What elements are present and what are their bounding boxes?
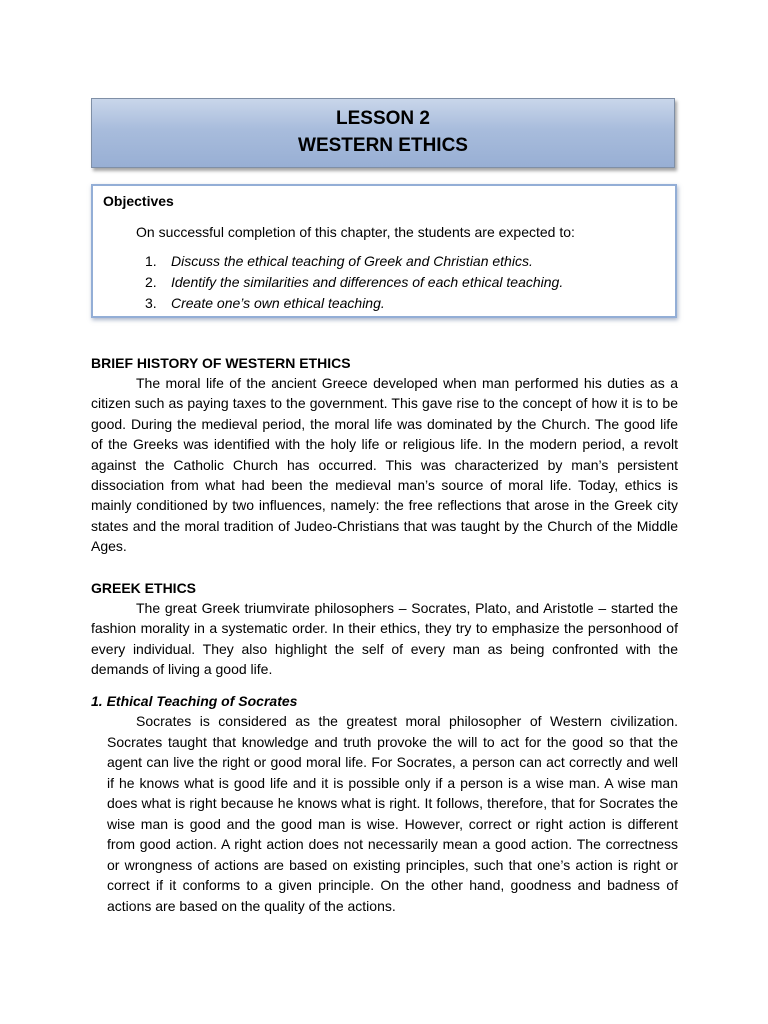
objectives-heading: Objectives xyxy=(103,193,174,209)
objective-text: Create one’s own ethical teaching. xyxy=(171,295,385,311)
lesson-title-banner xyxy=(91,98,675,168)
greek-ethics-paragraph xyxy=(91,598,678,680)
socrates-heading: 1. Ethical Teaching of Socrates xyxy=(91,693,298,709)
brief-history-section xyxy=(91,353,678,557)
greek-ethics-text: The great Greek triumvirate philosophers – Socrates, Plato, and Aristotle – started the fashion morality in a systematic order. In their ethics, they try to emphasize the personhood of every individual. They also highlight the self of every man as being confronted with the demands of living a good life. xyxy=(91,600,678,678)
socrates-paragraph xyxy=(107,711,678,916)
objectives-intro: On successful completion of this chapter, the students are expected to: xyxy=(136,224,575,240)
objectives-list xyxy=(145,251,563,314)
brief-history-text: The moral life of the ancient Greece developed when man performed his duties as a citizen such as paying taxes to the government. This gave rise to the concept of how it is to be good. During the medieval period, the moral life was dominated by the Church. The good life of the Greeks was identified with the holy life or religious life. In the modern period, a revolt against the Catholic Church has occurred. This was characterized by man’s persistent dissociation from what had been the medieval man’s source of moral life. Today, ethics is mainly conditioned by two influences, namely: the free reflections that arose in the Greek city states and the moral tradition of Judeo-Christians that was taught by the Church of the Middle Ages. xyxy=(91,375,678,555)
brief-history-paragraph xyxy=(91,373,678,557)
objective-text: Discuss the ethical teaching of Greek and Christian ethics. xyxy=(171,253,533,269)
greek-ethics-section xyxy=(91,578,678,680)
objective-text: Identify the similarities and differences of each ethical teaching. xyxy=(171,274,564,290)
objective-item xyxy=(145,293,563,314)
lesson-number: LESSON 2 xyxy=(336,108,430,129)
objective-number: 3. xyxy=(145,295,157,311)
greek-ethics-heading: GREEK ETHICS xyxy=(91,580,197,596)
objective-number: 1. xyxy=(145,253,157,269)
brief-history-heading: BRIEF HISTORY OF WESTERN ETHICS xyxy=(91,355,351,371)
objective-item xyxy=(145,272,563,293)
lesson-title: WESTERN ETHICS xyxy=(298,135,468,156)
objectives-box xyxy=(91,184,677,318)
socrates-text: Socrates is considered as the greatest moral philosopher of Western civilization. Socrates taught that knowledge and truth provoke the will to act for the good so that the agent can live the right or good moral life. For Socrates, a person can act correctly and well if he knows what is good life and it is possible only if a person is a wise man. A wise man does what is right because he knows what is right. It follows, therefore, that for Socrates the wise man is good and the good man is wise. However, correct or right action is different from good action. A right action does not necessarily mean a good action. The correctness or wrongness of actions are based on existing principles, such that one’s action is right or correct if it conforms to a given principle. On the other hand, goodness and badness of actions are based on the quality of the actions. xyxy=(107,713,678,914)
objective-number: 2. xyxy=(145,274,157,290)
objective-item xyxy=(145,251,563,272)
